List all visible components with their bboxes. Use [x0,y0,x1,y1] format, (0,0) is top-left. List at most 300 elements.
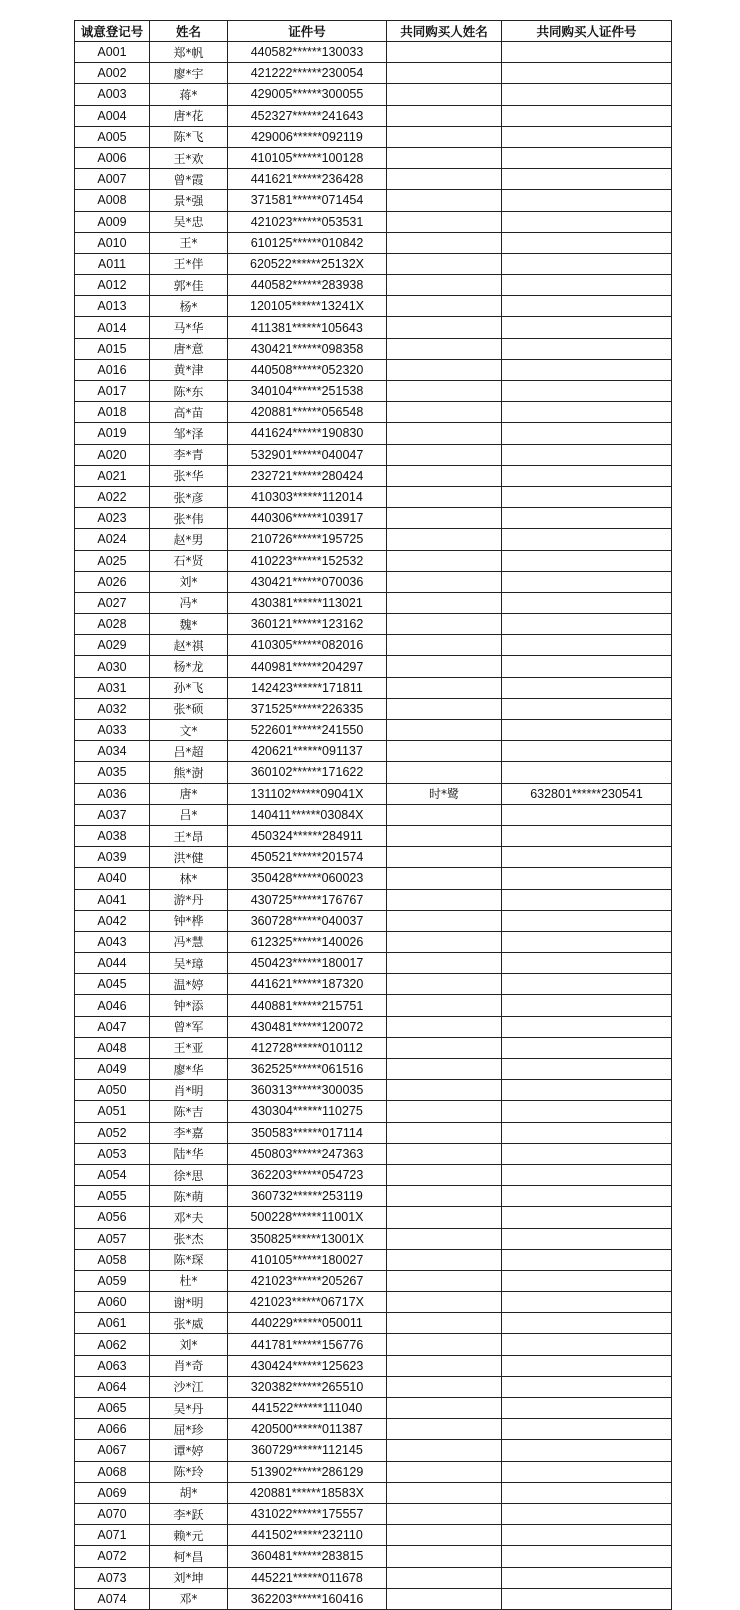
name-cell: 洪*健 [150,847,228,868]
header-name: 姓名 [150,21,228,42]
table-row [75,338,672,359]
name-cell: 张*杰 [150,1228,228,1249]
table-row [75,656,672,677]
id-no-cell: 420881******18583X [228,1482,387,1503]
name-cell: 胡* [150,1482,228,1503]
co-buyer-name-cell [387,1249,502,1270]
table-row [75,1440,672,1461]
co-buyer-id-no-cell [502,1461,672,1482]
co-buyer-name-cell: 时*鹭 [387,783,502,804]
table-row [75,910,672,931]
id-no-cell: 429005******300055 [228,84,387,105]
co-buyer-name-cell [387,1207,502,1228]
name-cell: 张*彦 [150,486,228,507]
registration-no-cell: A029 [75,635,150,656]
registration-no-cell: A060 [75,1292,150,1313]
header-co-buyer-id-no: 共同购买人证件号 [502,21,672,42]
co-buyer-id-no-cell [502,63,672,84]
co-buyer-name-cell [387,1016,502,1037]
id-no-cell: 441502******232110 [228,1525,387,1546]
table-row [75,253,672,274]
co-buyer-id-no-cell [502,1122,672,1143]
table-row [75,275,672,296]
table-row [75,804,672,825]
registration-no-cell: A061 [75,1313,150,1334]
registration-no-cell: A020 [75,444,150,465]
table-row [75,1525,672,1546]
co-buyer-id-no-cell [502,169,672,190]
co-buyer-id-no-cell [502,359,672,380]
name-cell: 徐*思 [150,1164,228,1185]
co-buyer-name-cell [387,1143,502,1164]
co-buyer-name-cell [387,1355,502,1376]
co-buyer-id-no-cell [502,910,672,931]
co-buyer-id-no-cell [502,1292,672,1313]
name-cell: 陆*华 [150,1143,228,1164]
name-cell: 李*跃 [150,1503,228,1524]
co-buyer-id-no-cell [502,1334,672,1355]
name-cell: 谭*婷 [150,1440,228,1461]
id-no-cell: 430304******110275 [228,1101,387,1122]
name-cell: 石*贤 [150,550,228,571]
co-buyer-id-no-cell [502,1440,672,1461]
co-buyer-id-no-cell [502,635,672,656]
name-cell: 陈*吉 [150,1101,228,1122]
id-no-cell: 420621******091137 [228,741,387,762]
id-no-cell: 450803******247363 [228,1143,387,1164]
name-cell: 吴*璋 [150,953,228,974]
registration-no-cell: A072 [75,1546,150,1567]
id-no-cell: 612325******140026 [228,931,387,952]
name-cell: 张*华 [150,465,228,486]
co-buyer-name-cell [387,338,502,359]
name-cell: 陈*东 [150,381,228,402]
registration-no-cell: A059 [75,1270,150,1291]
table-row [75,614,672,635]
name-cell: 杜* [150,1270,228,1291]
registration-no-cell: A044 [75,953,150,974]
co-buyer-id-no-cell [502,381,672,402]
name-cell: 张*伟 [150,508,228,529]
id-no-cell: 411381******105643 [228,317,387,338]
registration-no-cell: A070 [75,1503,150,1524]
name-cell: 陈*玲 [150,1461,228,1482]
table-row [75,1313,672,1334]
table-row [75,296,672,317]
co-buyer-id-no-cell [502,614,672,635]
co-buyer-id-no-cell [502,1080,672,1101]
id-no-cell: 410305******082016 [228,635,387,656]
co-buyer-name-cell [387,1270,502,1291]
name-cell: 游*丹 [150,889,228,910]
table-row [75,1270,672,1291]
registration-no-cell: A071 [75,1525,150,1546]
id-no-cell: 360102******171622 [228,762,387,783]
registration-no-cell: A068 [75,1461,150,1482]
co-buyer-name-cell [387,1588,502,1609]
id-no-cell: 421023******06717X [228,1292,387,1313]
co-buyer-id-no-cell [502,444,672,465]
name-cell: 屈*珍 [150,1419,228,1440]
registration-no-cell: A007 [75,169,150,190]
co-buyer-id-no-cell [502,1164,672,1185]
registration-no-cell: A065 [75,1398,150,1419]
name-cell: 冯* [150,592,228,613]
name-cell: 廖*宇 [150,63,228,84]
registration-no-cell: A031 [75,677,150,698]
id-no-cell: 440981******204297 [228,656,387,677]
co-buyer-id-no-cell: 632801******230541 [502,783,672,804]
name-cell: 冯*慧 [150,931,228,952]
co-buyer-id-no-cell [502,1567,672,1588]
co-buyer-name-cell [387,84,502,105]
registration-no-cell: A074 [75,1588,150,1609]
table-row [75,1376,672,1397]
name-cell: 肖*明 [150,1080,228,1101]
registration-no-cell: A058 [75,1249,150,1270]
id-no-cell: 430421******098358 [228,338,387,359]
co-buyer-id-no-cell [502,253,672,274]
co-buyer-name-cell [387,423,502,444]
table-row [75,1503,672,1524]
co-buyer-id-no-cell [502,847,672,868]
registration-no-cell: A035 [75,762,150,783]
table-row [75,105,672,126]
registration-no-cell: A050 [75,1080,150,1101]
registration-no-cell: A008 [75,190,150,211]
co-buyer-name-cell [387,656,502,677]
name-cell: 柯*昌 [150,1546,228,1567]
name-cell: 吴*忠 [150,211,228,232]
name-cell: 郑*帆 [150,42,228,63]
id-no-cell: 441781******156776 [228,1334,387,1355]
co-buyer-id-no-cell [502,84,672,105]
table-row [75,571,672,592]
registration-no-cell: A063 [75,1355,150,1376]
id-no-cell: 410223******152532 [228,550,387,571]
table-row [75,42,672,63]
id-no-cell: 450324******284911 [228,825,387,846]
registration-no-cell: A015 [75,338,150,359]
co-buyer-name-cell [387,974,502,995]
id-no-cell: 450521******201574 [228,847,387,868]
table-row [75,868,672,889]
table-row [75,1016,672,1037]
name-cell: 刘* [150,1334,228,1355]
registration-no-cell: A004 [75,105,150,126]
id-no-cell: 430481******120072 [228,1016,387,1037]
registration-no-cell: A046 [75,995,150,1016]
registration-no-cell: A032 [75,698,150,719]
registration-no-cell: A067 [75,1440,150,1461]
co-buyer-id-no-cell [502,592,672,613]
id-no-cell: 500228******11001X [228,1207,387,1228]
id-no-cell: 320382******265510 [228,1376,387,1397]
co-buyer-name-cell [387,147,502,168]
name-cell: 赵*祺 [150,635,228,656]
co-buyer-name-cell [387,1228,502,1249]
co-buyer-id-no-cell [502,1249,672,1270]
id-no-cell: 410303******112014 [228,486,387,507]
table-row [75,931,672,952]
registration-no-cell: A026 [75,571,150,592]
name-cell: 文* [150,720,228,741]
registration-no-cell: A057 [75,1228,150,1249]
id-no-cell: 360729******112145 [228,1440,387,1461]
name-cell: 王*昂 [150,825,228,846]
name-cell: 孙*飞 [150,677,228,698]
id-no-cell: 441621******236428 [228,169,387,190]
table-row [75,1143,672,1164]
id-no-cell: 120105******13241X [228,296,387,317]
registration-no-cell: A012 [75,275,150,296]
co-buyer-name-cell [387,486,502,507]
co-buyer-id-no-cell [502,889,672,910]
id-no-cell: 421023******205267 [228,1270,387,1291]
id-no-cell: 362203******054723 [228,1164,387,1185]
co-buyer-id-no-cell [502,931,672,952]
table-row [75,953,672,974]
co-buyer-id-no-cell [502,211,672,232]
co-buyer-id-no-cell [502,1207,672,1228]
name-cell: 沙*江 [150,1376,228,1397]
table-row [75,1355,672,1376]
name-cell: 肖*奇 [150,1355,228,1376]
co-buyer-name-cell [387,169,502,190]
co-buyer-id-no-cell [502,1313,672,1334]
co-buyer-id-no-cell [502,1016,672,1037]
table-row [75,1164,672,1185]
co-buyer-id-no-cell [502,804,672,825]
registration-no-cell: A033 [75,720,150,741]
registration-no-cell: A056 [75,1207,150,1228]
co-buyer-name-cell [387,1334,502,1355]
table-row [75,169,672,190]
co-buyer-id-no-cell [502,508,672,529]
registration-no-cell: A025 [75,550,150,571]
co-buyer-name-cell [387,614,502,635]
registration-no-cell: A036 [75,783,150,804]
id-no-cell: 350428******060023 [228,868,387,889]
registration-no-cell: A019 [75,423,150,444]
registration-no-cell: A055 [75,1186,150,1207]
co-buyer-name-cell [387,1101,502,1122]
table-row [75,741,672,762]
id-no-cell: 441522******111040 [228,1398,387,1419]
co-buyer-name-cell [387,953,502,974]
table-row [75,508,672,529]
co-buyer-id-no-cell [502,317,672,338]
id-no-cell: 360732******253119 [228,1186,387,1207]
co-buyer-name-cell [387,63,502,84]
registration-no-cell: A028 [75,614,150,635]
id-no-cell: 340104******251538 [228,381,387,402]
co-buyer-name-cell [387,211,502,232]
co-buyer-id-no-cell [502,1270,672,1291]
co-buyer-name-cell [387,444,502,465]
registration-no-cell: A062 [75,1334,150,1355]
table-row [75,1080,672,1101]
table-row [75,1398,672,1419]
registration-no-cell: A005 [75,126,150,147]
co-buyer-id-no-cell [502,275,672,296]
co-buyer-name-cell [387,1461,502,1482]
table-header-row [75,21,672,42]
name-cell: 王*亚 [150,1037,228,1058]
name-cell: 黄*津 [150,359,228,380]
table-row [75,592,672,613]
co-buyer-name-cell [387,889,502,910]
table-row [75,211,672,232]
id-no-cell: 430381******113021 [228,592,387,613]
registration-no-cell: A013 [75,296,150,317]
id-no-cell: 532901******040047 [228,444,387,465]
name-cell: 王* [150,232,228,253]
name-cell: 赖*元 [150,1525,228,1546]
name-cell: 蒋* [150,84,228,105]
table-row [75,1207,672,1228]
table-row [75,190,672,211]
name-cell: 唐*花 [150,105,228,126]
id-no-cell: 362525******061516 [228,1059,387,1080]
table-row [75,126,672,147]
co-buyer-id-no-cell [502,698,672,719]
id-no-cell: 431022******175557 [228,1503,387,1524]
co-buyer-name-cell [387,42,502,63]
co-buyer-name-cell [387,508,502,529]
id-no-cell: 232721******280424 [228,465,387,486]
registration-table [74,20,672,1610]
table-row [75,402,672,423]
co-buyer-name-cell [387,720,502,741]
header-co-buyer-name: 共同购买人姓名 [387,21,502,42]
table-row [75,1249,672,1270]
registration-no-cell: A052 [75,1122,150,1143]
registration-no-cell: A003 [75,84,150,105]
co-buyer-id-no-cell [502,1376,672,1397]
name-cell: 温*婷 [150,974,228,995]
co-buyer-name-cell [387,847,502,868]
co-buyer-name-cell [387,1122,502,1143]
id-no-cell: 371581******071454 [228,190,387,211]
name-cell: 陈*飞 [150,126,228,147]
co-buyer-id-no-cell [502,296,672,317]
table-row [75,1482,672,1503]
co-buyer-id-no-cell [502,190,672,211]
table-row [75,1334,672,1355]
co-buyer-name-cell [387,232,502,253]
co-buyer-name-cell [387,1525,502,1546]
table-row [75,677,672,698]
table-row [75,1567,672,1588]
table-row [75,84,672,105]
name-cell: 杨* [150,296,228,317]
registration-no-cell: A002 [75,63,150,84]
table-row [75,1228,672,1249]
table-row [75,762,672,783]
name-cell: 邓*夫 [150,1207,228,1228]
registration-no-cell: A037 [75,804,150,825]
registration-no-cell: A038 [75,825,150,846]
co-buyer-id-no-cell [502,529,672,550]
co-buyer-id-no-cell [502,571,672,592]
name-cell: 钟*添 [150,995,228,1016]
name-cell: 王*伴 [150,253,228,274]
table-row [75,825,672,846]
table-row [75,232,672,253]
name-cell: 刘* [150,571,228,592]
registration-no-cell: A006 [75,147,150,168]
id-no-cell: 410105******100128 [228,147,387,168]
name-cell: 杨*龙 [150,656,228,677]
table-row [75,1419,672,1440]
co-buyer-id-no-cell [502,1186,672,1207]
co-buyer-name-cell [387,762,502,783]
co-buyer-name-cell [387,571,502,592]
name-cell: 曾*军 [150,1016,228,1037]
id-no-cell: 420881******056548 [228,402,387,423]
name-cell: 李*青 [150,444,228,465]
co-buyer-id-no-cell [502,656,672,677]
name-cell: 陈*萌 [150,1186,228,1207]
id-no-cell: 620522******25132X [228,253,387,274]
co-buyer-id-no-cell [502,338,672,359]
id-no-cell: 440306******103917 [228,508,387,529]
registration-no-cell: A073 [75,1567,150,1588]
table-row [75,381,672,402]
registration-no-cell: A040 [75,868,150,889]
registration-no-cell: A054 [75,1164,150,1185]
co-buyer-name-cell [387,1080,502,1101]
registration-no-cell: A017 [75,381,150,402]
name-cell: 李*嘉 [150,1122,228,1143]
name-cell: 赵*男 [150,529,228,550]
name-cell: 廖*华 [150,1059,228,1080]
name-cell: 陈*琛 [150,1249,228,1270]
id-no-cell: 350583******017114 [228,1122,387,1143]
co-buyer-name-cell [387,1313,502,1334]
co-buyer-id-no-cell [502,953,672,974]
co-buyer-id-no-cell [502,1355,672,1376]
registration-no-cell: A016 [75,359,150,380]
co-buyer-name-cell [387,910,502,931]
table-row [75,698,672,719]
name-cell: 林* [150,868,228,889]
id-no-cell: 440582******130033 [228,42,387,63]
table-row [75,147,672,168]
name-cell: 唐*意 [150,338,228,359]
registration-sheet [74,20,671,1610]
registration-no-cell: A030 [75,656,150,677]
co-buyer-name-cell [387,253,502,274]
registration-no-cell: A043 [75,931,150,952]
co-buyer-name-cell [387,550,502,571]
co-buyer-id-no-cell [502,1588,672,1609]
co-buyer-id-no-cell [502,1482,672,1503]
table-row [75,465,672,486]
co-buyer-name-cell [387,592,502,613]
table-row [75,889,672,910]
co-buyer-id-no-cell [502,995,672,1016]
co-buyer-name-cell [387,1164,502,1185]
co-buyer-name-cell [387,677,502,698]
name-cell: 郭*佳 [150,275,228,296]
co-buyer-name-cell [387,1037,502,1058]
id-no-cell: 440229******050011 [228,1313,387,1334]
co-buyer-name-cell [387,741,502,762]
registration-no-cell: A069 [75,1482,150,1503]
header-registration-no: 诚意登记号 [75,21,150,42]
